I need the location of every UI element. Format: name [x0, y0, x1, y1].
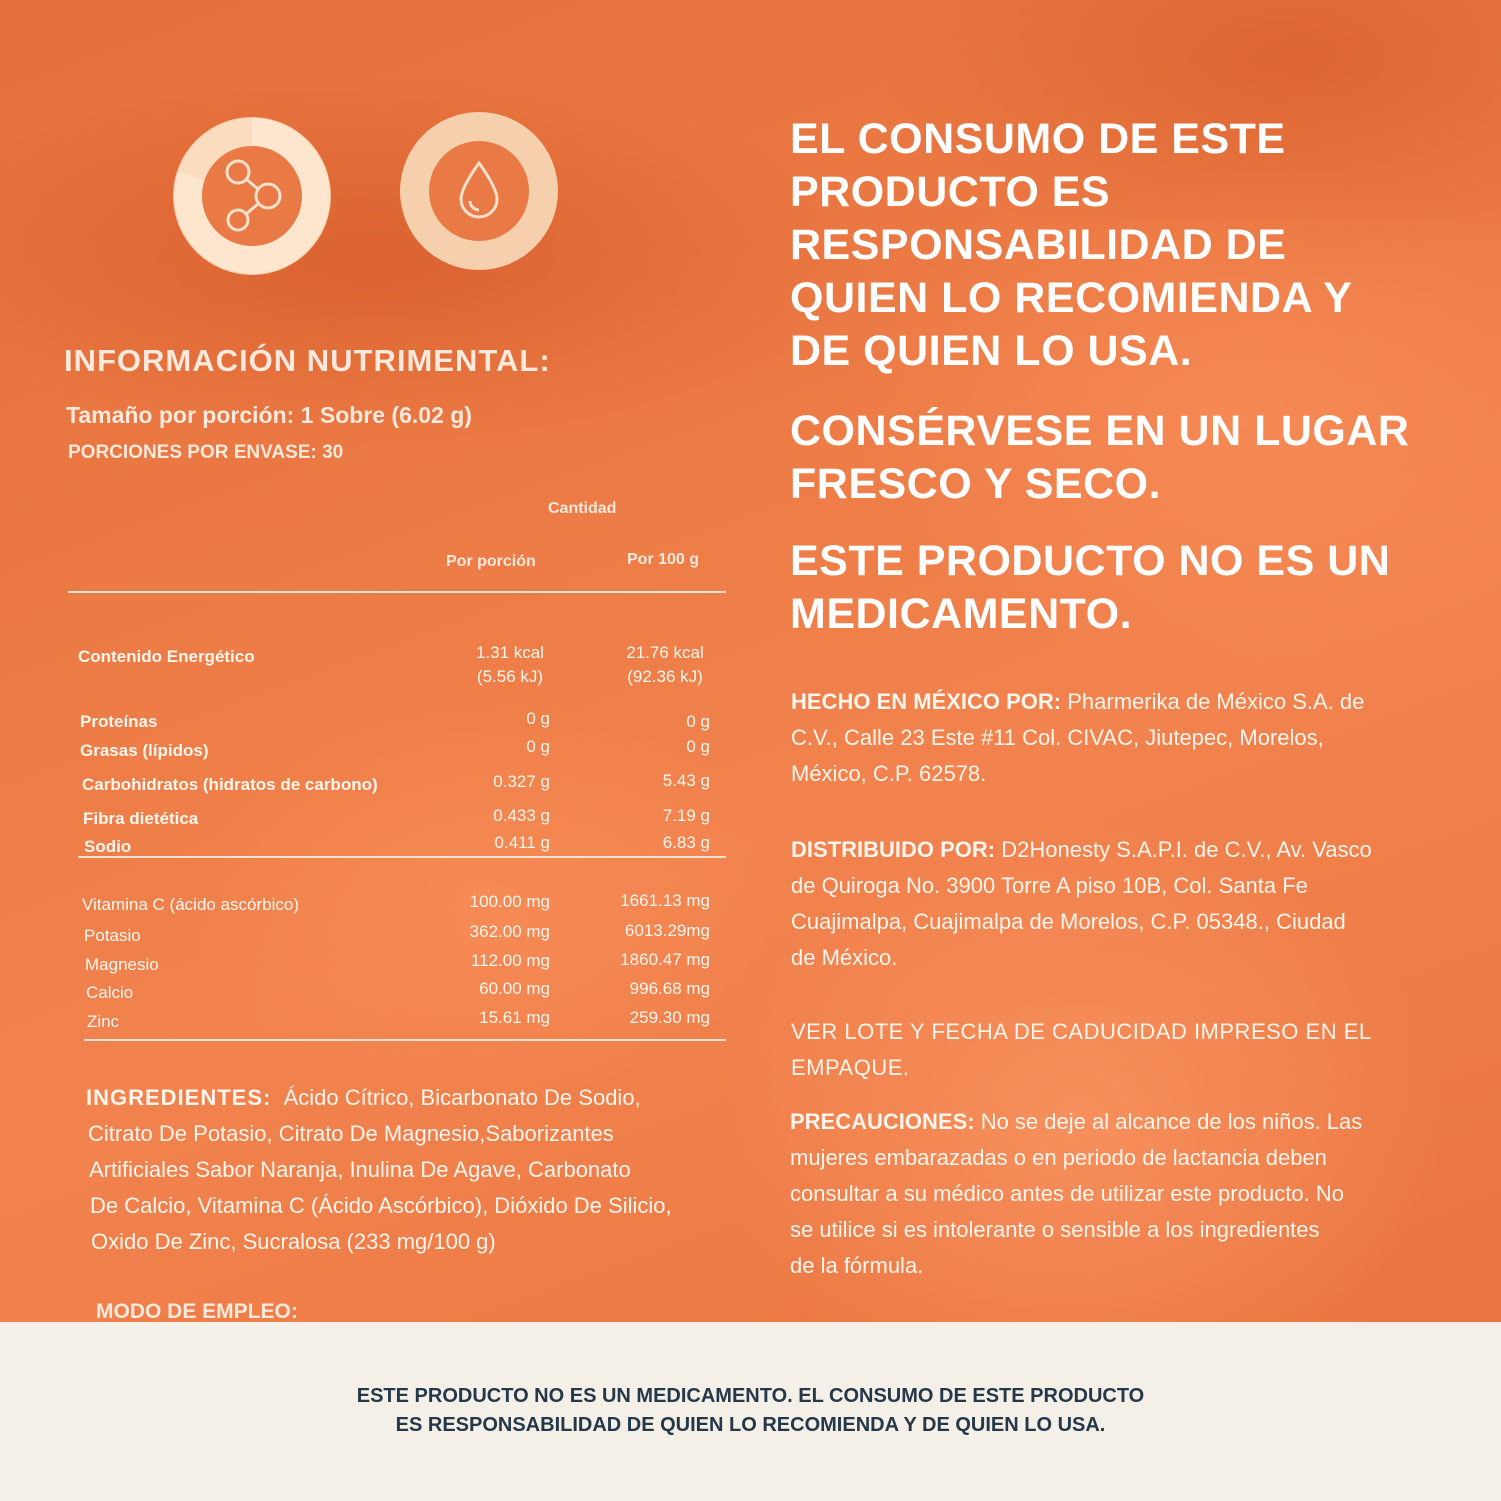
micro-label: Potasio — [84, 926, 141, 945]
distributed-line: D2Honesty S.A.P.I. de C.V., Av. Vasco — [995, 837, 1372, 862]
ingredients-line: Citrato De Potasio, Citrato De Magnesio,Saborizantes — [88, 1121, 614, 1146]
storage-line: FRESCO Y SECO. — [790, 460, 1162, 508]
responsibility-line: RESPONSABILIDAD DE — [790, 221, 1287, 269]
not-medicine-line: ESTE PRODUCTO NO ES UN — [790, 537, 1391, 585]
made-in-line: Pharmerika de México S.A. de — [1061, 689, 1365, 714]
distributed-block — [791, 832, 1461, 976]
usage-label: MODO DE EMPLEO: — [96, 1300, 298, 1322]
macro-serving: 0.433 g — [493, 806, 550, 825]
micro-label: Vitamina C (ácido ascórbico) — [82, 895, 299, 914]
micro-serving: 60.00 mg — [479, 979, 550, 998]
distributed-label: DISTRIBUIDO POR: — [791, 837, 996, 862]
table-divider — [68, 591, 726, 593]
lot-note-line: VER LOTE Y FECHA DE CADUCIDAD IMPRESO EN EL — [791, 1019, 1372, 1044]
precautions-line: de la fórmula. — [790, 1253, 924, 1278]
responsibility-line: PRODUCTO ES — [790, 168, 1111, 216]
made-in-block — [791, 684, 1461, 792]
ingredients-label: INGREDIENTES: — [86, 1085, 272, 1110]
macro-label: Carbohidratos (hidratos de carbono) — [82, 775, 378, 794]
col-per-serving: Por porción — [446, 553, 536, 570]
lot-note — [791, 1014, 1461, 1086]
precautions-line: No se deje al alcance de los niños. Las — [974, 1109, 1363, 1134]
micro-label: Zinc — [87, 1012, 120, 1031]
macro-label: Fibra dietética — [83, 809, 199, 828]
energy-serving-kcal: 1.31 kcal — [475, 643, 545, 662]
nutrition-title: INFORMACIÓN NUTRIMENTAL: — [64, 343, 551, 378]
footer-disclaimer — [0, 1322, 1501, 1501]
micro-serving: 100.00 mg — [469, 892, 550, 911]
micro-per100: 6013.29mg — [624, 921, 710, 940]
energy-serving-kj: (5.56 kJ) — [476, 667, 544, 686]
distributed-line: de México. — [791, 945, 898, 970]
distributed-line: de Quiroga No. 3900 Torre A piso 10B, Col. Santa Fe — [791, 873, 1308, 898]
servings-per-container: PORCIONES POR ENVASE: 30 — [68, 442, 344, 463]
made-in-label: HECHO EN MÉXICO POR: — [791, 689, 1062, 714]
not-medicine-warning — [790, 535, 1390, 641]
micro-per100: 1661.13 mg — [620, 891, 710, 910]
macro-per100: 6.83 g — [662, 833, 710, 852]
micro-label: Magnesio — [85, 955, 159, 974]
precautions-line: mujeres embarazadas o en periodo de lactancia deben — [790, 1145, 1327, 1170]
ingredients-line: De Calcio, Vitamina C (Ácido Ascórbico), Dióxido De Silicio, — [90, 1193, 672, 1218]
col-quantity: Cantidad — [548, 500, 617, 517]
macro-label: Grasas (lípidos) — [80, 741, 209, 760]
footer-line: ESTE PRODUCTO NO ES UN MEDICAMENTO. EL CONSUMO DE ESTE PRODUCTO — [356, 1385, 1145, 1407]
responsibility-line: DE QUIEN LO USA. — [790, 327, 1193, 375]
responsibility-line: EL CONSUMO DE ESTE — [790, 115, 1286, 163]
storage-line: CONSÉRVESE EN UN LUGAR — [790, 407, 1410, 455]
made-in-line: C.V., Calle 23 Este #11 Col. CIVAC, Jiutepec, Morelos, — [791, 725, 1324, 750]
micro-per100: 259.30 mg — [629, 1008, 710, 1027]
responsibility-line: QUIEN LO RECOMIENDA Y — [790, 274, 1353, 322]
macro-per100: 5.43 g — [662, 771, 710, 790]
ingredients-block — [86, 1080, 746, 1260]
made-in-line: México, C.P. 62578. — [791, 761, 987, 786]
precautions-block — [790, 1104, 1460, 1284]
macro-label: Sodio — [84, 837, 132, 856]
macro-serving: 0.327 g — [493, 772, 550, 791]
not-medicine-line: MEDICAMENTO. — [790, 590, 1133, 638]
footer-line: ES RESPONSABILIDAD DE QUIEN LO RECOMIENDA Y DE QUIEN LO USA. — [395, 1414, 1106, 1436]
macro-per100: 0 g — [686, 737, 710, 756]
ingredients-line: Artificiales Sabor Naranja, Inulina De Agave, Carbonato — [89, 1157, 631, 1182]
serving-size: Tamaño por porción: 1 Sobre (6.02 g) — [66, 402, 472, 428]
precautions-line: consultar a su médico antes de utilizar este producto. No — [790, 1181, 1344, 1206]
col-per-100g: Por 100 g — [627, 551, 700, 568]
micro-per100: 1860.47 mg — [620, 950, 710, 969]
lot-note-line: EMPAQUE. — [791, 1055, 910, 1080]
macro-serving: 0 g — [526, 709, 550, 728]
energy-per100-kj: (92.36 kJ) — [627, 667, 703, 686]
ingredients-line: Ácido Cítrico, Bicarbonato De Sodio, — [283, 1085, 641, 1110]
precautions-label: PRECAUCIONES: — [790, 1109, 975, 1134]
table-divider — [78, 856, 726, 858]
macro-serving: 0.411 g — [494, 833, 550, 852]
micro-serving: 15.61 mg — [479, 1008, 550, 1027]
table-divider — [84, 1039, 726, 1041]
energy-label: Contenido Energético — [78, 647, 255, 666]
distributed-line: Cuajimalpa, Cuajimalpa de Morelos, C.P. 05348., Ciudad — [791, 909, 1346, 934]
macro-label: Proteínas — [80, 712, 158, 731]
energy-per100-kcal: 21.76 kcal — [626, 643, 704, 662]
storage-warning — [790, 405, 1409, 511]
macro-per100: 0 g — [686, 712, 710, 731]
micro-serving: 112.00 mg — [470, 951, 550, 970]
responsibility-warning — [790, 113, 1352, 378]
precautions-line: se utilice si es intolerante o sensible a los ingredientes — [790, 1217, 1320, 1242]
micro-label: Calcio — [86, 983, 134, 1002]
molecule-icon-badge — [172, 116, 332, 276]
micro-per100: 996.68 mg — [629, 979, 710, 998]
macro-serving: 0 g — [526, 737, 550, 756]
drop-icon-badge — [399, 111, 559, 271]
macro-per100: 7.19 g — [662, 806, 710, 825]
micro-serving: 362.00 mg — [469, 922, 550, 941]
ingredients-line: Oxido De Zinc, Sucralosa (233 mg/100 g) — [91, 1229, 496, 1254]
